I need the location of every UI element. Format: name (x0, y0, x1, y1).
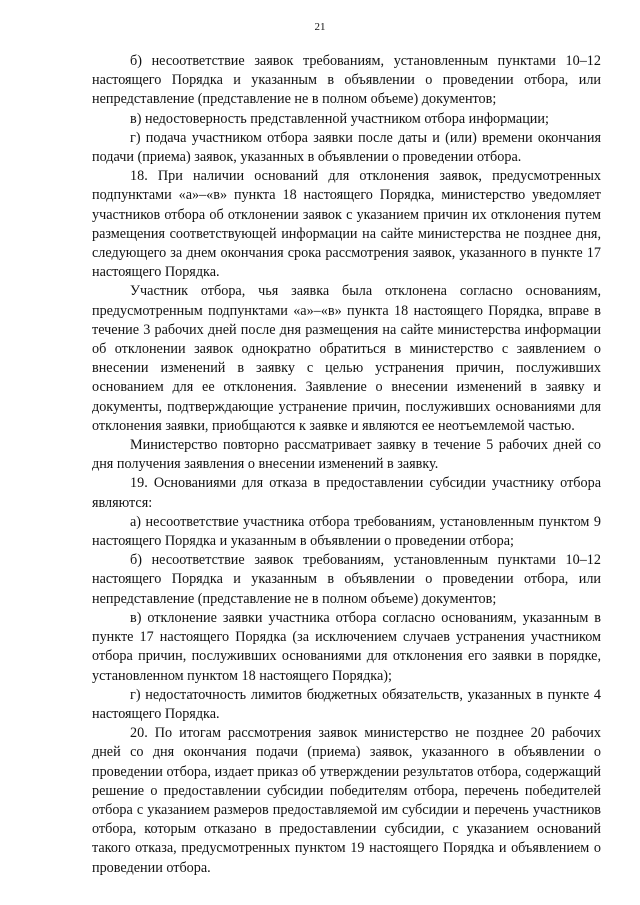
document-body (92, 52, 601, 878)
paragraph-17-g: г) подача участником отбора заявки после даты и (или) времени окончания подачи (приема) заявок, указанных в объявлении о проведении отбора. (92, 129, 601, 166)
paragraph-17-v: в) недостоверность представленной участником отбора информации; (130, 110, 549, 127)
paragraph-20: 20. По итогам рассмотрения заявок министерство не позднее 20 рабочих дней со дня окончания подачи (приема) заявок, указанного в объявлении о проведении отбора, издает приказ об утверждении результатов отбора, содержащий решение о предоставлении субсидии победителям отбора, перечень победителей отбора с указанием размеров предоставляемой им субсидии и перечень участников отбора, которым отказано в предоставлении субсидии, с указанием оснований такого отказа, предусмотренных пунктом 19 настоящего Порядка и объявлением о проведении отбора. (92, 725, 601, 876)
page-number: 21 (314, 21, 326, 33)
paragraph-19-g: г) недостаточность лимитов бюджетных обязательств, указанных в пункте 4 настоящего Порядка. (92, 686, 601, 722)
paragraph-18: 18. При наличии оснований для отклонения заявок, предусмотренных подпунктами «а»–«в» пункта 18 настоящего Порядка, министерство уведомляет участников отбора об отклонении заявок с указанием причин их отклонения путем размещения соответствующей информации на сайте министерства не позднее дня, следующего за днем окончания срока рассмотрения заявок, указанного в пункте 17 настоящего Порядка. (92, 168, 601, 281)
paragraph-17-b: б) несоответствие заявок требованиям, установленным пунктами 10–12 настоящего Порядка и указанным в объявлении о проведении отбора, или непредставление (представление не в полном объеме) документов; (92, 53, 601, 108)
paragraph-19-v: в) отклонение заявки участника отбора согласно основаниям, указанным в пункте 17 настоящего Порядка (за исключением случаев устранения участником отбора причин, послуживших основаниями для отклонения его заявки в порядке, установленном пунктом 18 настоящего Порядка); (92, 609, 601, 684)
paragraph-19: 19. Основаниями для отказа в предоставлении субсидии участнику отбора являются: (92, 475, 601, 511)
paragraph-19-a: а) несоответствие участника отбора требованиям, установленным пунктом 9 настоящего Порядка и указанным в объявлении о проведении отбора; (92, 513, 601, 550)
paragraph-18-participant: Участник отбора, чья заявка была отклонена согласно основаниям, предусмотренным подпунктами «а»–«в» пункта 18 настоящего Порядка, вправе в течение 3 рабочих дней после дня размещения на сайте министерства информации об отклонении заявок однократно обратиться в министерство с заявлением о внесении изменений в заявку с целью устранения причин, послуживших основанием для ее отклонения. Заявление о внесении изменений в заявку и документы, подтверждающие устранение причин, послуживших основаниями для отклонения заявки, приобщаются к заявке и являются ее неотъемлемой частью. (92, 283, 601, 434)
paragraph-18-review: Министерство повторно рассматривает заявку в течение 5 рабочих дней со дня получения заявления о внесении изменений в заявку. (92, 437, 601, 473)
paragraph-19-b: б) несоответствие заявок требованиям, установленным пунктами 10–12 настоящего Порядка и указанным в объявлении о проведении отбора, или непредставление (представление не в полном объеме) документов; (92, 552, 601, 607)
